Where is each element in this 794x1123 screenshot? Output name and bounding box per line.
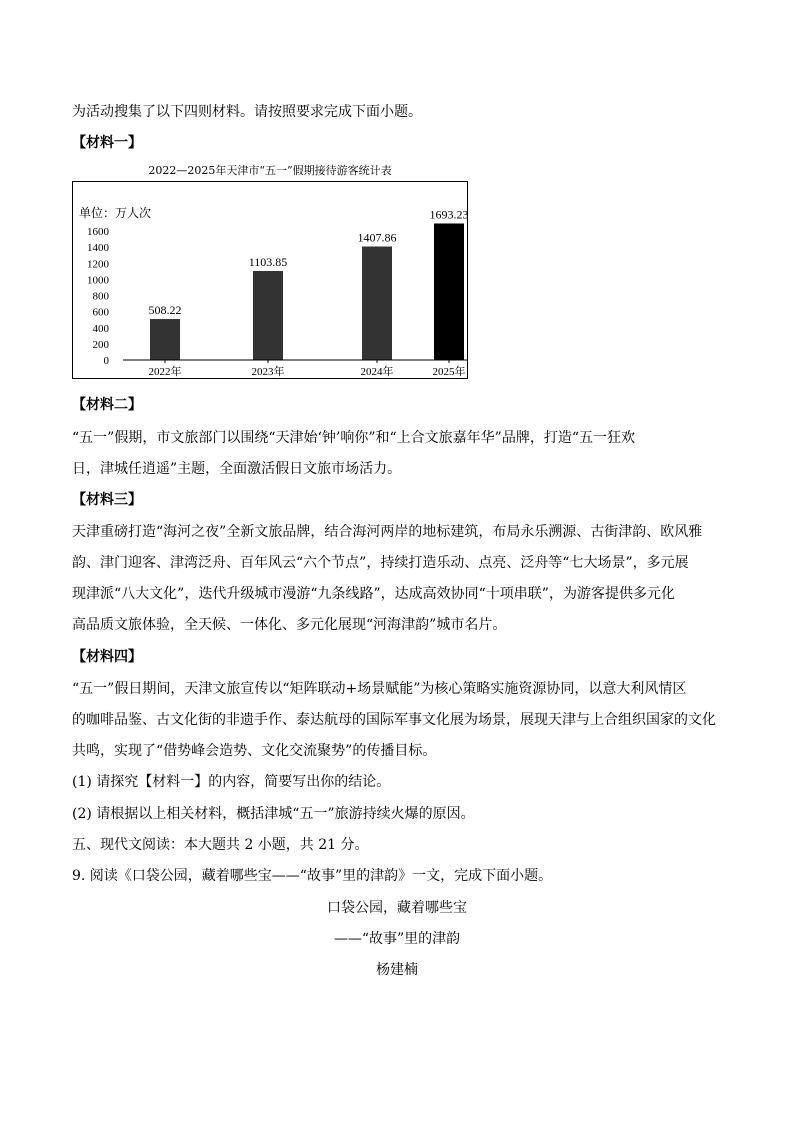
bar-value-label: 1407.86 <box>357 230 397 245</box>
chart-svg <box>73 182 467 378</box>
unit-label: 单位：万人次 <box>79 206 152 220</box>
article-subtitle: ——“故事”里的津韵 <box>333 931 461 947</box>
y-tick-label: 1600 <box>87 226 109 238</box>
material-4-line: 的咖啡品鉴、古文化街的非遗手作、泰达航母的国际军事文化展为场景，展现天津与上合组织国家的文化 <box>72 712 716 728</box>
material-3-heading: 【材料三】 <box>72 492 142 508</box>
material-4-line: “五一”假日期间，天津文旅宣传以“矩阵联动+场景赋能”为核心策略实施资源协同，以意大利风情区 <box>72 681 687 697</box>
question-1: (1) 请探究【材料一】的内容，简要写出你的结论。 <box>72 774 391 790</box>
intro-text: 为活动搜集了以下四则材料。请按照要求完成下面小题。 <box>72 104 422 120</box>
question-2: (2) 请根据以上相关材料，概括津城“五一”旅游持续火爆的原因。 <box>72 806 475 822</box>
chart-title: 2022—2025年天津市“五一”假期接待游客统计表 <box>148 164 392 177</box>
bar <box>150 319 180 360</box>
y-tick-label: 1200 <box>87 258 109 271</box>
material-3-line: 天津重磅打造“海河之夜”全新文旅品牌，结合海河两岸的地标建筑，布局永乐溯源、古街津韵、欧风雅 <box>72 524 703 540</box>
x-tick-label: 2022年 <box>148 366 182 378</box>
material-4-line: 共鸣，实现了“借势峰会造势、文化交流聚势”的传播目标。 <box>72 743 437 759</box>
y-axis <box>87 226 110 367</box>
x-tick-label: 2023年 <box>251 366 285 378</box>
data-labels <box>149 207 468 317</box>
bar-value-label: 1693.23 <box>429 207 467 222</box>
material-3-line: 现津派“八大文化”，迭代升级城市漫游“九条线路”，达成高效协同“十项串联”，为游客提供多元化 <box>72 586 675 602</box>
material-1-heading: 【材料一】 <box>72 135 142 151</box>
x-axis <box>123 360 467 378</box>
bar-value-label: 508.22 <box>148 303 182 318</box>
bar-value-label: 1103.85 <box>248 255 288 270</box>
y-tick-label: 200 <box>92 338 109 351</box>
article-title: 口袋公园，藏着哪些宝 <box>327 900 467 916</box>
material-3-line: 高品质文旅体验，全天候、一体化、多元化展现“河海津韵”城市名片。 <box>72 617 507 633</box>
question-9: 9. 阅读《口袋公园，藏着哪些宝——“故事”里的津韵》一文，完成下面小题。 <box>72 868 553 884</box>
y-tick-label: 0 <box>103 355 109 367</box>
bar <box>362 246 392 360</box>
y-tick-label: 800 <box>92 290 109 303</box>
x-tick-label: 2024年 <box>360 366 394 378</box>
material-2-line: 日，津城任逍遥”主题，全面激活假日文旅市场活力。 <box>72 461 402 477</box>
y-tick-label: 400 <box>92 322 109 335</box>
section-5-heading: 五、现代文阅读：本大题共 2 小题，共 21 分。 <box>72 837 369 853</box>
material-2-heading: 【材料二】 <box>72 397 142 413</box>
material-2-line: “五一”假期，市文旅部门以围绕“天津始‘钟’响你”和“上合文旅嘉年华”品牌，打造“五一狂欢 <box>72 430 635 446</box>
material-4-heading: 【材料四】 <box>72 649 142 665</box>
x-tick-label: 2025年 <box>432 366 466 378</box>
y-tick-label: 600 <box>92 306 109 319</box>
bar <box>434 223 464 360</box>
y-tick-label: 1000 <box>87 274 109 287</box>
material-3-line: 韵、津门迎客、津湾泛舟、百年风云“六个节点”，持续打造乐动、点亮、泛舟等“七大场景”，多元展 <box>72 555 689 571</box>
bars <box>150 223 464 360</box>
bar-chart <box>72 181 468 379</box>
bar <box>253 271 283 360</box>
y-tick-label: 1400 <box>87 242 109 255</box>
article-author: 杨建楠 <box>376 962 418 978</box>
